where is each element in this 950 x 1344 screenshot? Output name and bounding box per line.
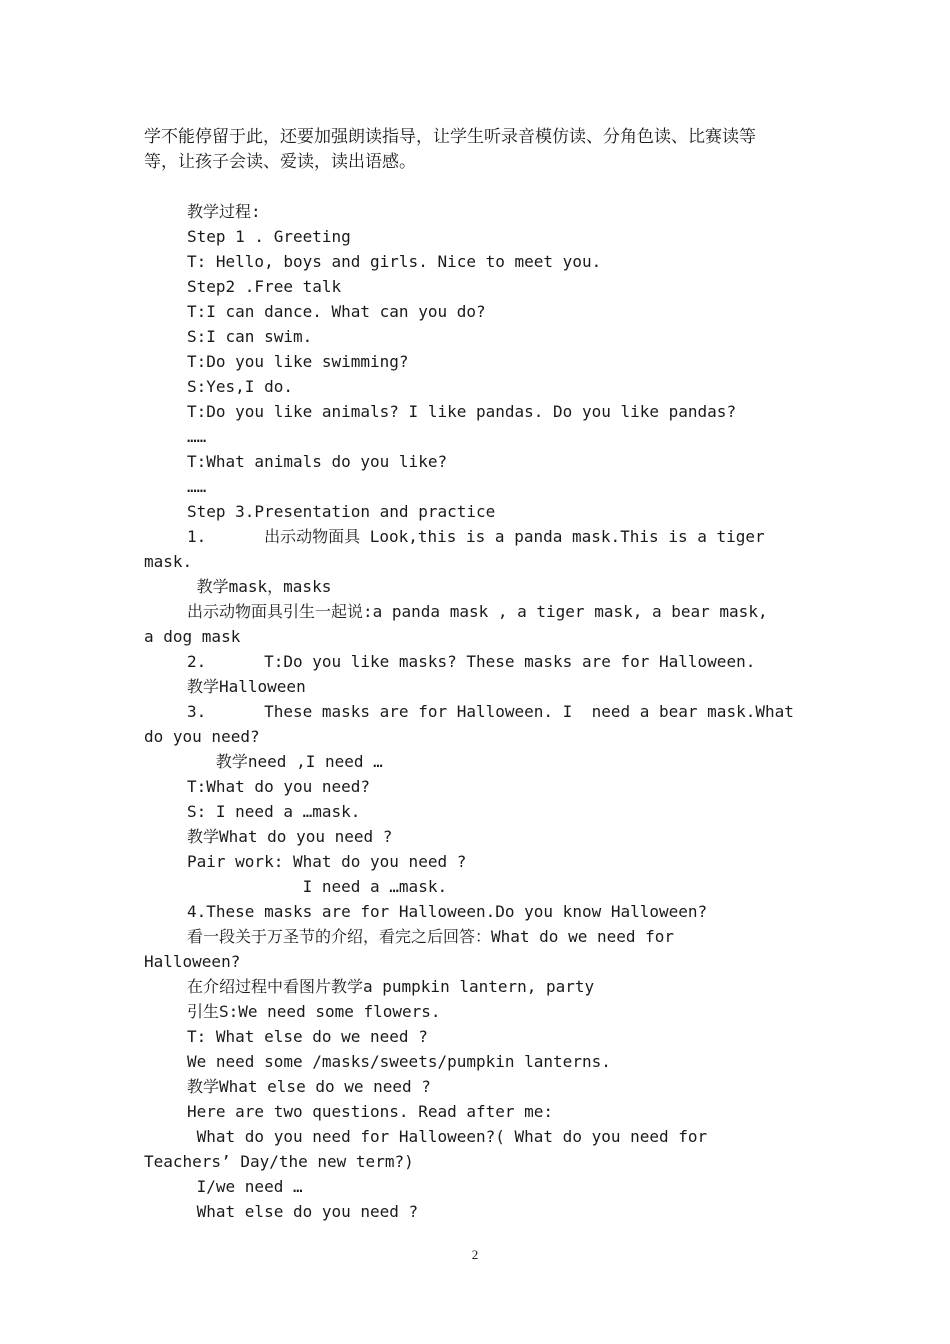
text-line: 4.These masks are for Halloween.Do you know Halloween? (187, 902, 708, 921)
text-line: T:I can dance. What can you do? (187, 302, 486, 321)
text-line: 教学need ,I need … (187, 752, 383, 771)
text-line: T:What do you need? (187, 777, 371, 796)
text-line: 教学mask，masks (187, 577, 332, 596)
text-line: What else do you need ? (187, 1202, 419, 1221)
page-number: 2 (471, 1247, 479, 1262)
text-line: 出示动物面具引生一起说:a panda mask , a tiger mask, a bear mask, (187, 602, 768, 621)
text-line: We need some /masks/sweets/pumpkin lanterns. (187, 1052, 611, 1071)
text-line: 看一段关于万圣节的介绍，看完之后回答：What do we need for (187, 927, 675, 946)
text-line: Teachers’ Day/the new term?) (144, 1152, 414, 1171)
text-line: S:I can swim. (187, 327, 313, 346)
text-line: Here are two questions. Read after me: (187, 1102, 554, 1121)
text-line: 2. T:Do you like masks? These masks are for Halloween. (187, 652, 756, 671)
text-line: S:Yes,I do. (187, 377, 293, 396)
text-line: 引生S:We need some flowers. (187, 1002, 441, 1021)
intro-line-2: 等，让孩子会读、爱读，读出语感。 (144, 152, 416, 172)
text-line: 1. 出示动物面具 Look,this is a panda mask.This is a tiger (187, 527, 765, 546)
text-line: I need a …mask. (187, 877, 448, 896)
text-line: Pair work: What do you need ? (187, 852, 467, 871)
text-line: 在介绍过程中看图片教学a pumpkin lantern, party (187, 977, 595, 996)
ellipsis-line: …… (187, 477, 207, 496)
text-line: Halloween? (144, 952, 241, 971)
text-line: 教学Halloween (187, 677, 306, 696)
intro-line-1: 学不能停留于此，还要加强朗读指导，让学生听录音模仿读、分角色读、比赛读等 (144, 127, 756, 147)
step-1-heading: Step 1 . Greeting (187, 227, 351, 246)
text-line: T: Hello, boys and girls. Nice to meet you. (187, 252, 602, 271)
ellipsis-line: …… (187, 427, 207, 446)
section-heading: 教学过程: (187, 202, 261, 221)
text-line: What do you need for Halloween?( What do you need for (187, 1127, 708, 1146)
text-line: T:What animals do you like? (187, 452, 448, 471)
text-line: 教学What do you need ? (187, 827, 393, 846)
text-line: do you need? (144, 727, 260, 746)
text-line: T:Do you like animals? I like pandas. Do you like pandas? (187, 402, 737, 421)
text-line: mask. (144, 552, 193, 571)
text-line: 3. These masks are for Halloween. I need a bear mask.What (187, 702, 794, 721)
text-line: S: I need a …mask. (187, 802, 361, 821)
text-line: I/we need … (187, 1177, 303, 1196)
text-line: a dog mask (144, 627, 241, 646)
text-line: T: What else do we need ? (187, 1027, 428, 1046)
step-3-heading: Step 3.Presentation and practice (187, 502, 496, 521)
text-line: T:Do you like swimming? (187, 352, 409, 371)
step-2-heading: Step2 .Free talk (187, 277, 342, 296)
text-line: 教学What else do we need ? (187, 1077, 431, 1096)
